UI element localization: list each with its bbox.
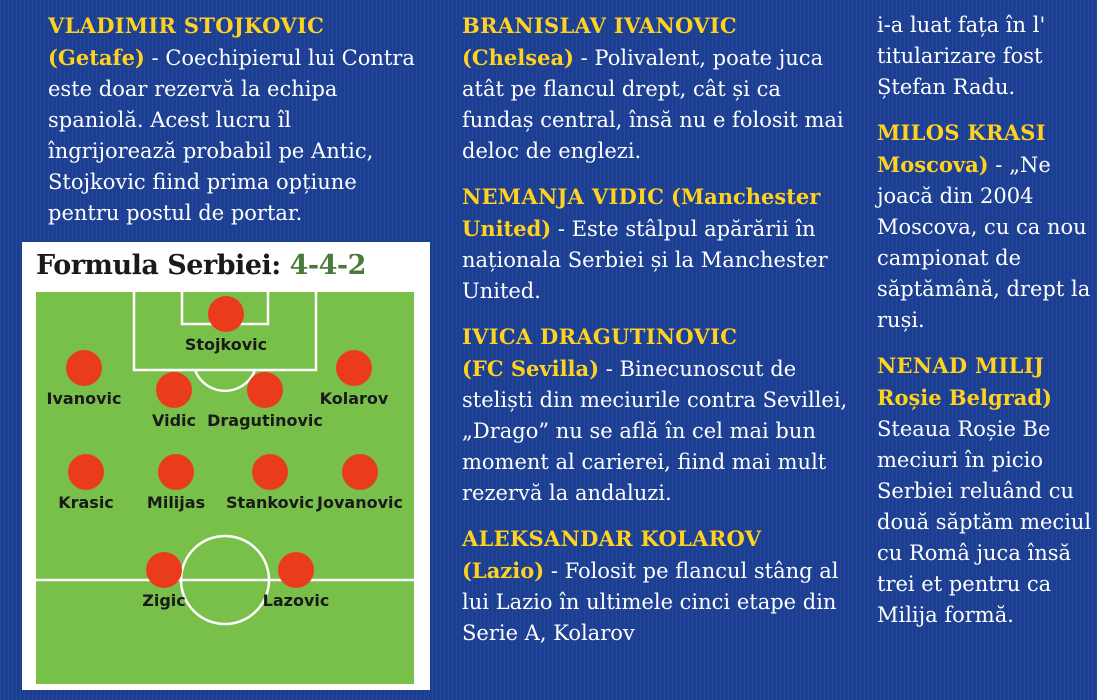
player-name: Lazovic (262, 591, 330, 610)
entry-player-name: VLADIMIR STOJKOVIC (48, 13, 325, 38)
player-entry-vidic (462, 181, 852, 307)
entry-description: - Polivalent, poate juca atât pe flancul drept, cât și ca fundaș central, însă nu e folosit mai deloc de englezi. (462, 46, 844, 163)
player-name: Milijas (146, 493, 206, 512)
entry-player-club: (Getafe) (48, 45, 145, 70)
player-name: Zigic (142, 591, 186, 610)
player-dot (66, 350, 102, 386)
player-dot (247, 372, 283, 408)
player-dot (158, 454, 194, 490)
column-3 (877, 10, 1097, 645)
formation-title (36, 250, 366, 281)
player-name: Ivanovic (46, 389, 122, 408)
player-name: Jovanovic (317, 493, 403, 512)
football-pitch (36, 292, 414, 684)
player-dot (342, 454, 378, 490)
player-entry-kolarov (462, 523, 852, 649)
player-dot (252, 454, 288, 490)
player-name: Stojkovic (184, 335, 268, 354)
player-marker-stojkovic (166, 296, 286, 354)
player-marker-kolarov (294, 350, 414, 408)
entry-description: - „Ne joacă din 2004 Moscova, cu ca nou campionat de săptămână, drept la ruși. (877, 153, 1091, 332)
entry-player-name: ALEKSANDAR KOLAROV (462, 526, 762, 551)
player-dot (146, 552, 182, 588)
entry-player-club: (Lazio) (462, 558, 545, 583)
player-dot (336, 350, 372, 386)
player-dot (278, 552, 314, 588)
player-name: Kolarov (319, 389, 389, 408)
column-2 (462, 10, 852, 663)
player-entry-milijas (877, 350, 1097, 631)
player-name: Dragutinovic (207, 411, 323, 430)
entry-description: - Folosit pe flancul stâng al lui Lazio în ultimele cinci etape din Serie A, Kolarov (462, 559, 839, 645)
column-1 (48, 10, 418, 243)
entry-player-name: MILOS KRASI (877, 120, 1046, 145)
entry-player-club: (Manchester United) (462, 184, 821, 241)
entry-player-club: Moscova) (877, 152, 989, 177)
player-marker-jovanovic (300, 454, 420, 512)
entry-player-name: NEMANJA VIDIC (462, 184, 665, 209)
player-marker-zigic (104, 552, 224, 610)
entry-description: Steaua Roșie Be meciuri în picio Serbiei reluând cu două săptăm meciul cu Româ juca însă trei et pentru ca Milija formă. (877, 417, 1092, 627)
entry-description: - Coechipierul lui Contra este doar rezervă la echipa spaniolă. Acest lucru îl îngrijorează probabil pe Antic, Stojkovic fiind prima opțiune pentru postul de portar. (48, 46, 415, 225)
entry-description: - Binecunoscut de steliști din meciurile contra Sevillei, „Drago” nu se află în cel mai bun moment al carierei, fiind mai mult rezervă la andaluzi. (462, 357, 848, 505)
player-name: Krasic (58, 493, 114, 512)
player-name: Vidic (151, 411, 196, 430)
entry-player-club: Roșie Belgrad) (877, 385, 1052, 410)
entry-player-club: (FC Sevilla) (462, 356, 600, 381)
player-dot (68, 454, 104, 490)
entry-player-name: BRANISLAV IVANOVIC (462, 13, 737, 38)
player-entry-stojkovic (48, 10, 418, 229)
player-name: Stankovic (226, 493, 314, 512)
entry-description: i-a luat fața în l' titularizare fost Ștefan Radu. (877, 13, 1046, 99)
entry-player-name: NENAD MILIJ (877, 353, 1045, 378)
formation-box (22, 242, 430, 690)
player-entry-dragutinovic (462, 321, 852, 509)
player-dot (208, 296, 244, 332)
player-entry-krasic (877, 117, 1097, 336)
formation-title-label: Formula Serbiei: (36, 250, 281, 281)
player-entry-ivanovic (462, 10, 852, 167)
player-dot (156, 372, 192, 408)
continued-text (877, 10, 1097, 103)
entry-description: - Este stâlpul apărării în naționala Serbiei și la Manchester United. (462, 217, 828, 303)
entry-player-club: (Chelsea) (462, 45, 574, 70)
entry-player-name: IVICA DRAGUTINOVIC (462, 324, 738, 349)
player-marker-lazovic (236, 552, 356, 610)
formation-system: 4-4-2 (289, 250, 366, 281)
